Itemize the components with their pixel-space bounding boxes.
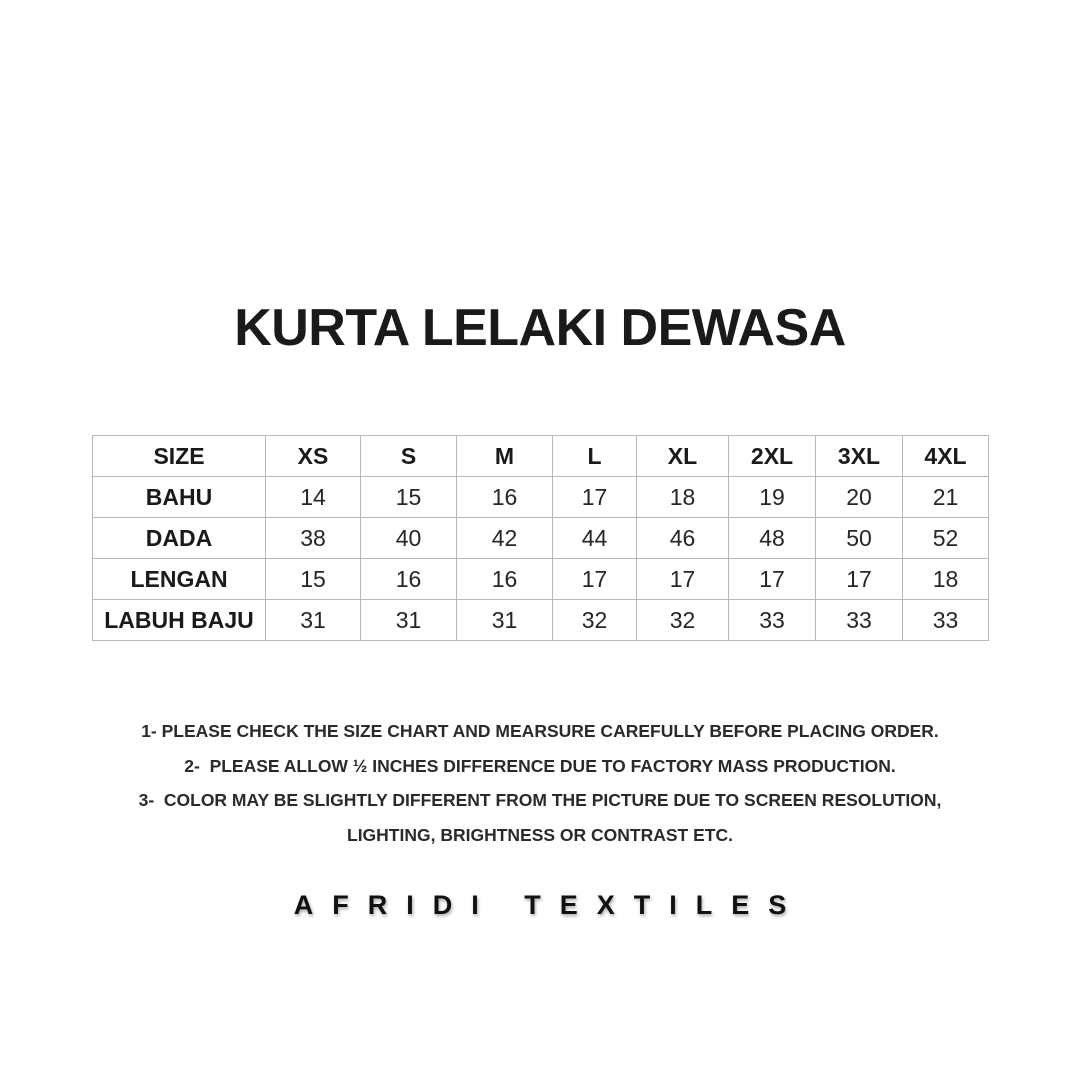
table-cell: 15 <box>266 559 361 600</box>
column-header: XL <box>637 436 729 477</box>
column-header: 2XL <box>729 436 816 477</box>
table-cell: 20 <box>816 477 903 518</box>
table-row <box>93 559 989 600</box>
table-cell: 50 <box>816 518 903 559</box>
column-header: S <box>361 436 457 477</box>
table-row <box>93 477 989 518</box>
table-cell: 17 <box>637 559 729 600</box>
table-cell: 17 <box>729 559 816 600</box>
size-chart-table <box>92 435 989 641</box>
table-cell: 21 <box>903 477 989 518</box>
table-cell: 16 <box>361 559 457 600</box>
note-2: 2- PLEASE ALLOW ½ INCHES DIFFERENCE DUE TO FACTORY MASS PRODUCTION. <box>184 755 896 776</box>
brand-name: AFRIDI TEXTILES <box>293 890 806 920</box>
table-cell: 40 <box>361 518 457 559</box>
table-cell: 48 <box>729 518 816 559</box>
column-header: 3XL <box>816 436 903 477</box>
table-cell: 17 <box>816 559 903 600</box>
table-cell: 16 <box>457 477 553 518</box>
table-cell: 19 <box>729 477 816 518</box>
notes <box>0 714 1080 852</box>
table-cell: 31 <box>457 600 553 641</box>
table-header-row <box>93 436 989 477</box>
table-cell: 33 <box>816 600 903 641</box>
table-cell: 31 <box>266 600 361 641</box>
note-3: 3- COLOR MAY BE SLIGHTLY DIFFERENT FROM THE PICTURE DUE TO SCREEN RESOLUTION, <box>138 790 942 810</box>
table-cell: 32 <box>637 600 729 641</box>
column-header: XS <box>266 436 361 477</box>
table-cell: 31 <box>361 600 457 641</box>
column-header: 4XL <box>903 436 989 477</box>
table-cell: 18 <box>637 477 729 518</box>
page-title: KURTA LELAKI DEWASA <box>234 299 846 357</box>
table-cell: 18 <box>903 559 989 600</box>
column-header: SIZE <box>93 436 266 477</box>
table-cell: 38 <box>266 518 361 559</box>
row-header: DADA <box>93 518 266 559</box>
table-cell: 46 <box>637 518 729 559</box>
table-cell: 17 <box>553 559 637 600</box>
row-header: LABUH BAJU <box>93 600 266 641</box>
note-3-continued: LIGHTING, BRIGHTNESS OR CONTRAST ETC. <box>347 824 733 845</box>
table-cell: 44 <box>553 518 637 559</box>
table-cell: 16 <box>457 559 553 600</box>
table-row <box>93 518 989 559</box>
note-1: 1- PLEASE CHECK THE SIZE CHART AND MEARSURE CAREFULLY BEFORE PLACING ORDER. <box>141 721 939 741</box>
table-cell: 32 <box>553 600 637 641</box>
row-header: LENGAN <box>93 559 266 600</box>
table-cell: 33 <box>729 600 816 641</box>
table-cell: 33 <box>903 600 989 641</box>
table-cell: 42 <box>457 518 553 559</box>
column-header: M <box>457 436 553 477</box>
table-cell: 17 <box>553 477 637 518</box>
table-cell: 52 <box>903 518 989 559</box>
row-header: BAHU <box>93 477 266 518</box>
table-cell: 15 <box>361 477 457 518</box>
table-cell: 14 <box>266 477 361 518</box>
column-header: L <box>553 436 637 477</box>
table-row <box>93 600 989 641</box>
